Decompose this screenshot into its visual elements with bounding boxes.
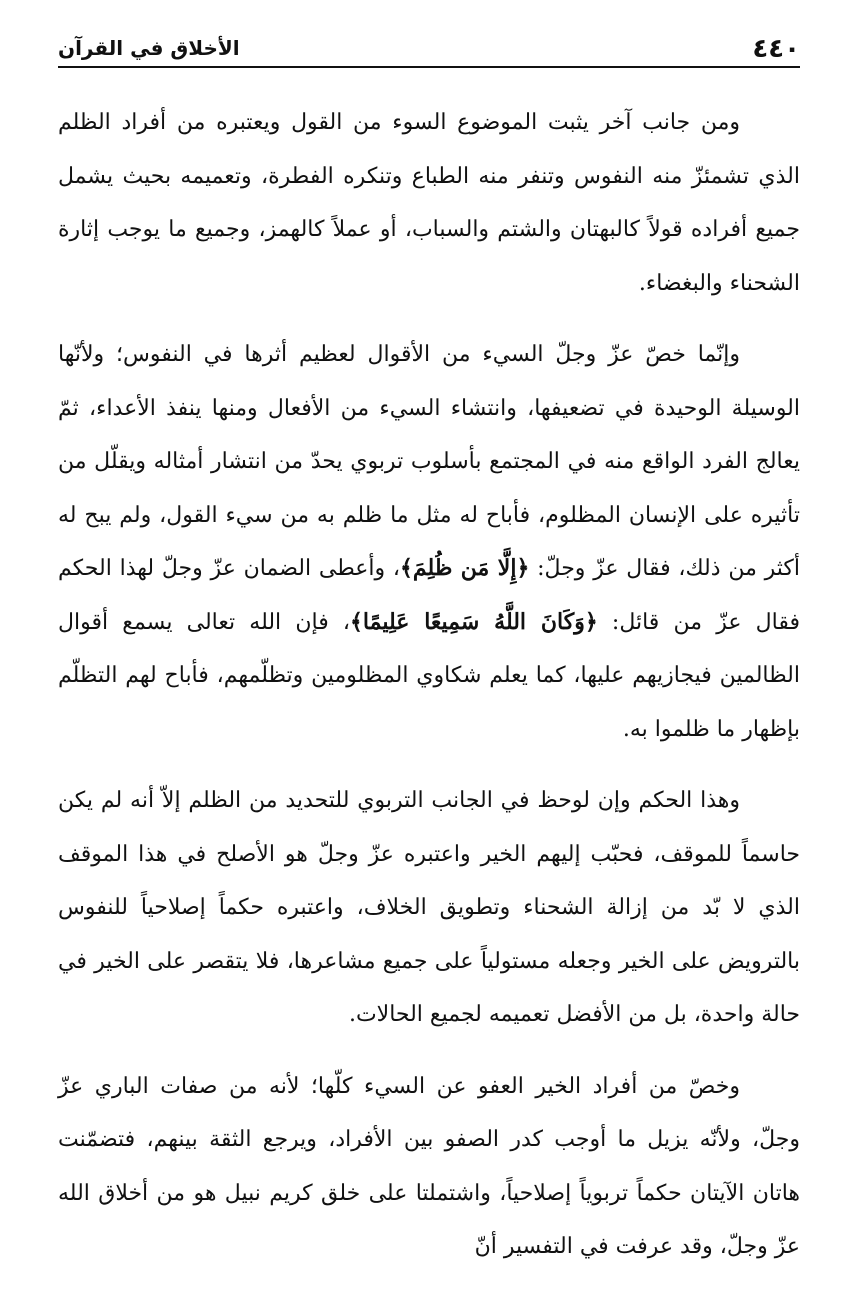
quran-verse-2: ﴿وَكَانَ اللَّهُ سَمِيعًا عَلِيمًا﴾: [350, 608, 598, 635]
paragraph-2-part-1: وإنّما خصّ عزّ وجلّ السيء من الأقوال لعظيم أثرها في النفوس؛ ولأنّها الوسيلة الوحيدة في تضعيفها، وانتشاء السيء من الأفعال ومنها ينفذ الأعداء، ثمّ يعالج الفرد الواقع منه في المجتمع بأسلوب تربوي يحدّ من انتشار أمثاله ويقلّل من تأثيره على الإنسان المظلوم، فأباح له مثل ما ظلم به من سيء القول، ولم يبح له أكثر من ذلك، فقال عزّ وجلّ:: [58, 342, 801, 581]
running-title: الأخلاق في القرآن: [58, 36, 240, 60]
paragraph-3: وهذا الحكم وإن لوحظ في الجانب التربوي للتحديد من الظلم إلاّ أنه لم يكن حاسماً للموقف، فحبّب إليهم الخير واعتبره عزّ وجلّ هو الأصلح في هذا الموقف الذي لا بّد من إزالة الشحناء وتطويق الخلاف، واعتبره حكماً إصلاحياً للنفوس بالترويض على الخير وجعله مستولياً على جميع مشاعرها، فلا يتقصر على الخير في حالة واحدة، بل من الأفضل تعميمه لجميع الحالات.: [58, 788, 800, 1027]
paragraph-1: ومن جانب آخر يثبت الموضوع السوء من القول ويعتبره من أفراد الظلم الذي تشمئزّ منه النفوس وتنفر منه الطباع وتنكره الفطرة، وتعميمه بحيث يشمل جميع أفراده قولاً كالبهتان والشتم والسباب، أو عملاً كالهمز، وجميع ما يوجب إثارة الشحناء والبغضاء.: [58, 110, 800, 296]
quran-verse-1: ﴿إِلَّا مَن ظُلِمَ﴾: [400, 555, 530, 581]
page-number: ٤٤٠: [752, 34, 800, 64]
header-rule: [58, 66, 800, 68]
paragraph-2-part-3: ، فإن الله تعالى يسمع أقوال الظالمين فيجازيهم عليها، كما يعلم شكاوي المظلومين وتظلّمهم، فأباح لهم التظلّم بإظهار ما ظلموا به.: [58, 609, 800, 742]
paragraph-2-part-2: ، وأعطى الضمان عزّ وجلّ لهذا الحكم فقال عزّ من قائل:: [58, 556, 800, 635]
body-text: [58, 96, 800, 1292]
paragraph-2: [58, 328, 800, 756]
page-header: [58, 28, 800, 68]
paragraph-4: وخصّ من أفراد الخير العفو عن السيء كلّها؛ لأنه من صفات الباري عزّ وجلّ، ولأنّه يزيل ما أوجب كدر الصفو بين الأفراد، ويرجع الثقة بينهم، فتضمّنت هاتان الآيتان حكماً تربوياً إصلاحياً، واشتملتا على خلق كريم نبيل هو من أخلاق الله عزّ وجلّ، وقد عرفت في التفسير أنّ: [58, 1073, 800, 1259]
